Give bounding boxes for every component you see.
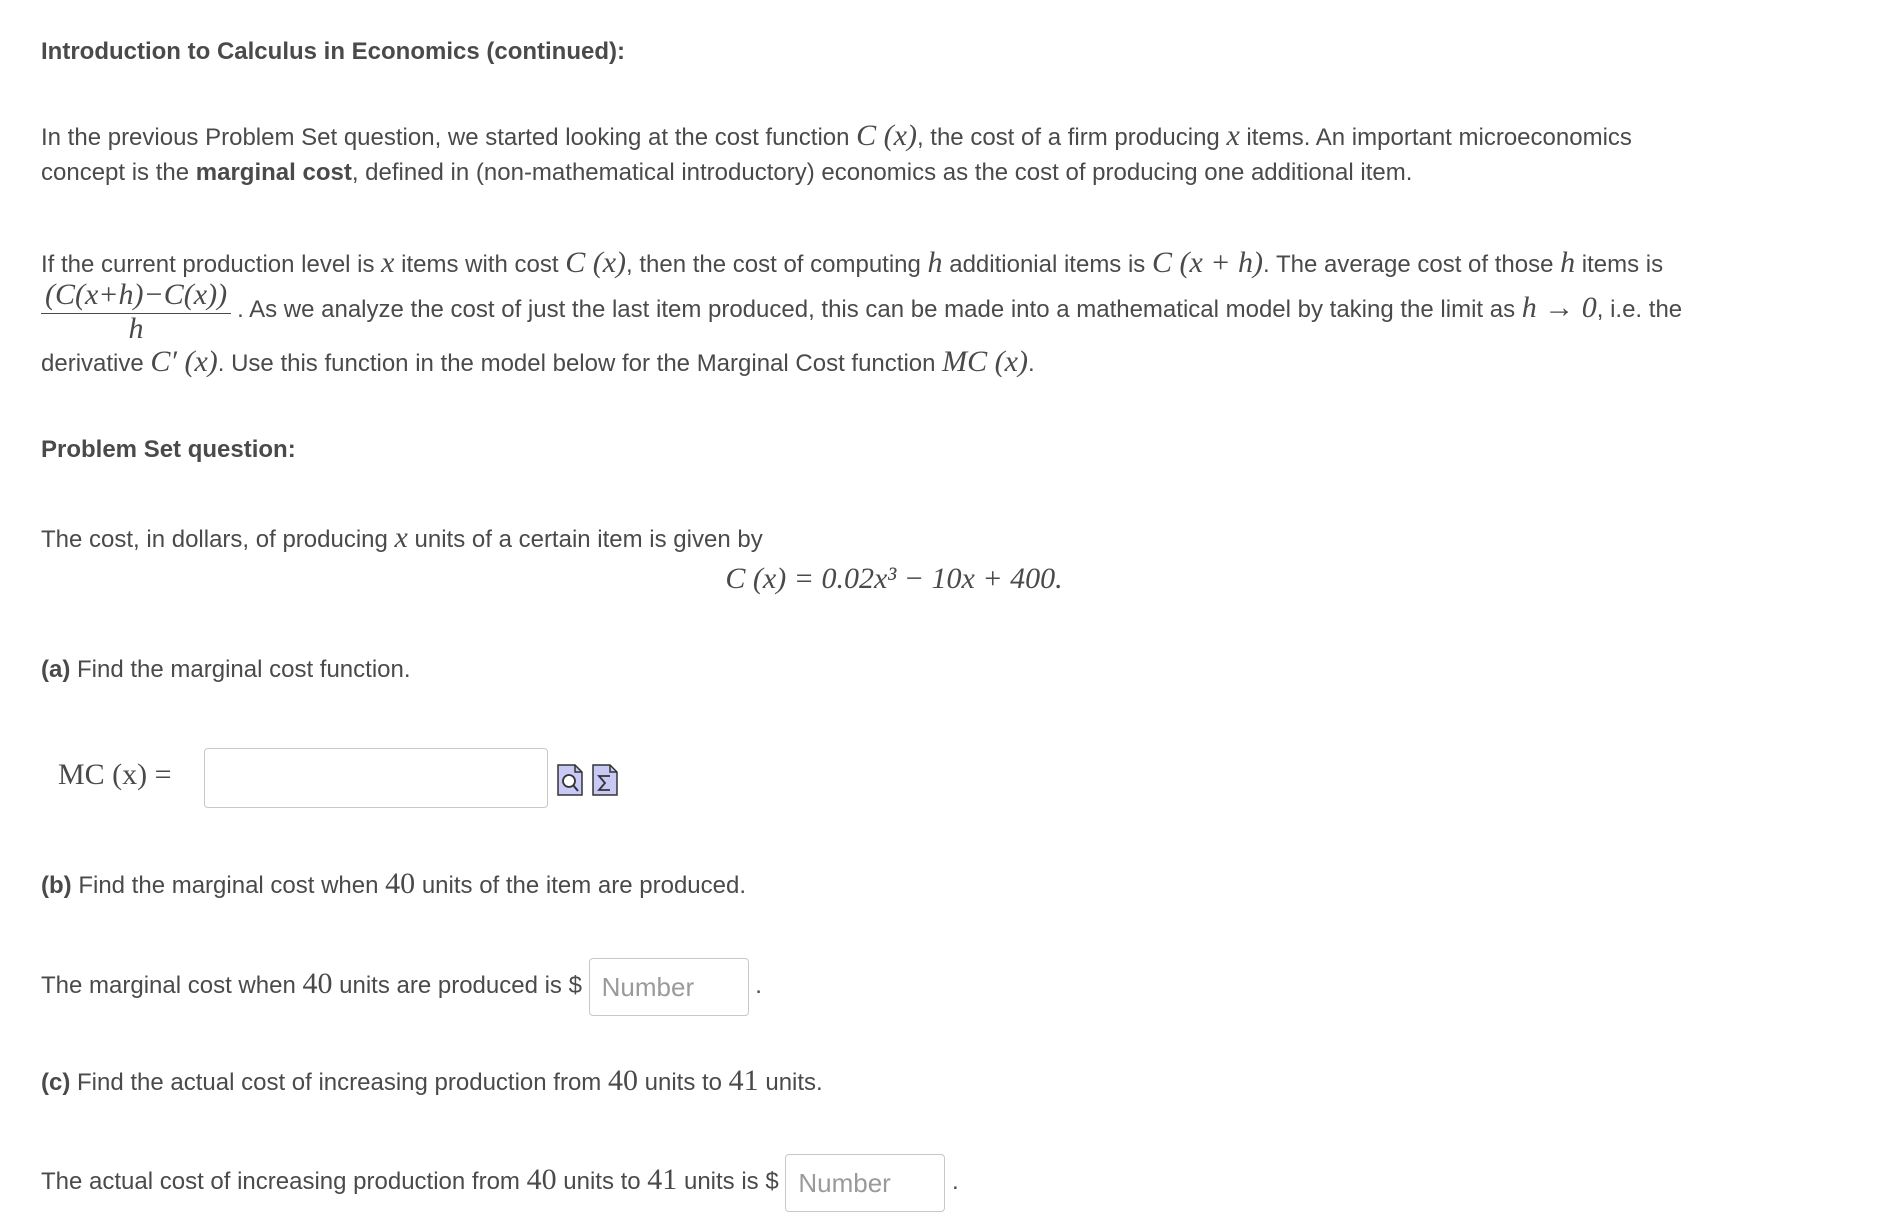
equation-editor-icon[interactable] (592, 764, 618, 796)
problem-title: Problem Set question: (41, 436, 296, 463)
problem-statement: The cost, in dollars, of producing x units of a certain item is given by (41, 521, 763, 554)
average-cost-fraction: $\frac{(C(x+h)-C(x))}{h}$ (41, 277, 231, 344)
part-b-answer-line: The marginal cost when 40 units are produced is $ Number . (41, 955, 1847, 1016)
part-b-prompt: (b) Find the marginal cost when 40 units of the item are produced. (41, 867, 747, 900)
cost-equation: C (x) = 0.02x³ − 10x + 400. (725, 562, 1063, 595)
marginal-cost-at-40-input[interactable]: Number (589, 958, 749, 1016)
part-c-prompt: (c) Find the actual cost of increasing production from 40 units to 41 units. (41, 1064, 823, 1097)
preview-icon[interactable] (557, 764, 583, 796)
marginal-cost-input[interactable] (204, 748, 548, 808)
part-c-answer-line: The actual cost of increasing production from 40 units to 41 units is $ Number . (41, 1151, 1847, 1212)
intro-paragraph-2: If the current production level is x items with cost C (x), then the cost of computing h additionial items is C (x + h). The average cost of those h items is (41, 246, 1664, 279)
part-a-prompt: (a) Find the marginal cost function. (41, 656, 411, 683)
math-cost-function: C (x) (856, 119, 917, 152)
mc-label: MC (x) = (58, 758, 172, 791)
intro-paragraph-2-line-3: derivative C′ (x). Use this function in the model below for the Marginal Cost function MC (x). (41, 345, 1035, 378)
intro-paragraph-1: In the previous Problem Set question, we started looking at the cost function C (x), the cost of a firm producing x items. An important microeconomics concept is the marginal cost, defined in (non-mathematical introductory) economics as the cost of producing one additional item. (41, 119, 1632, 186)
intro-paragraph-2-line-2: $\frac{(C(x+h)-C(x))}{h}$ . As we analyze the cost of just the last item produced, this can be made into a mathematical model by taking the limit as h → 0, i.e. the (41, 277, 1847, 344)
actual-cost-increase-input[interactable]: Number (785, 1154, 945, 1212)
marginal-cost-term: marginal cost (195, 159, 352, 186)
intro-title: Introduction to Calculus in Economics (continued): (41, 38, 625, 65)
